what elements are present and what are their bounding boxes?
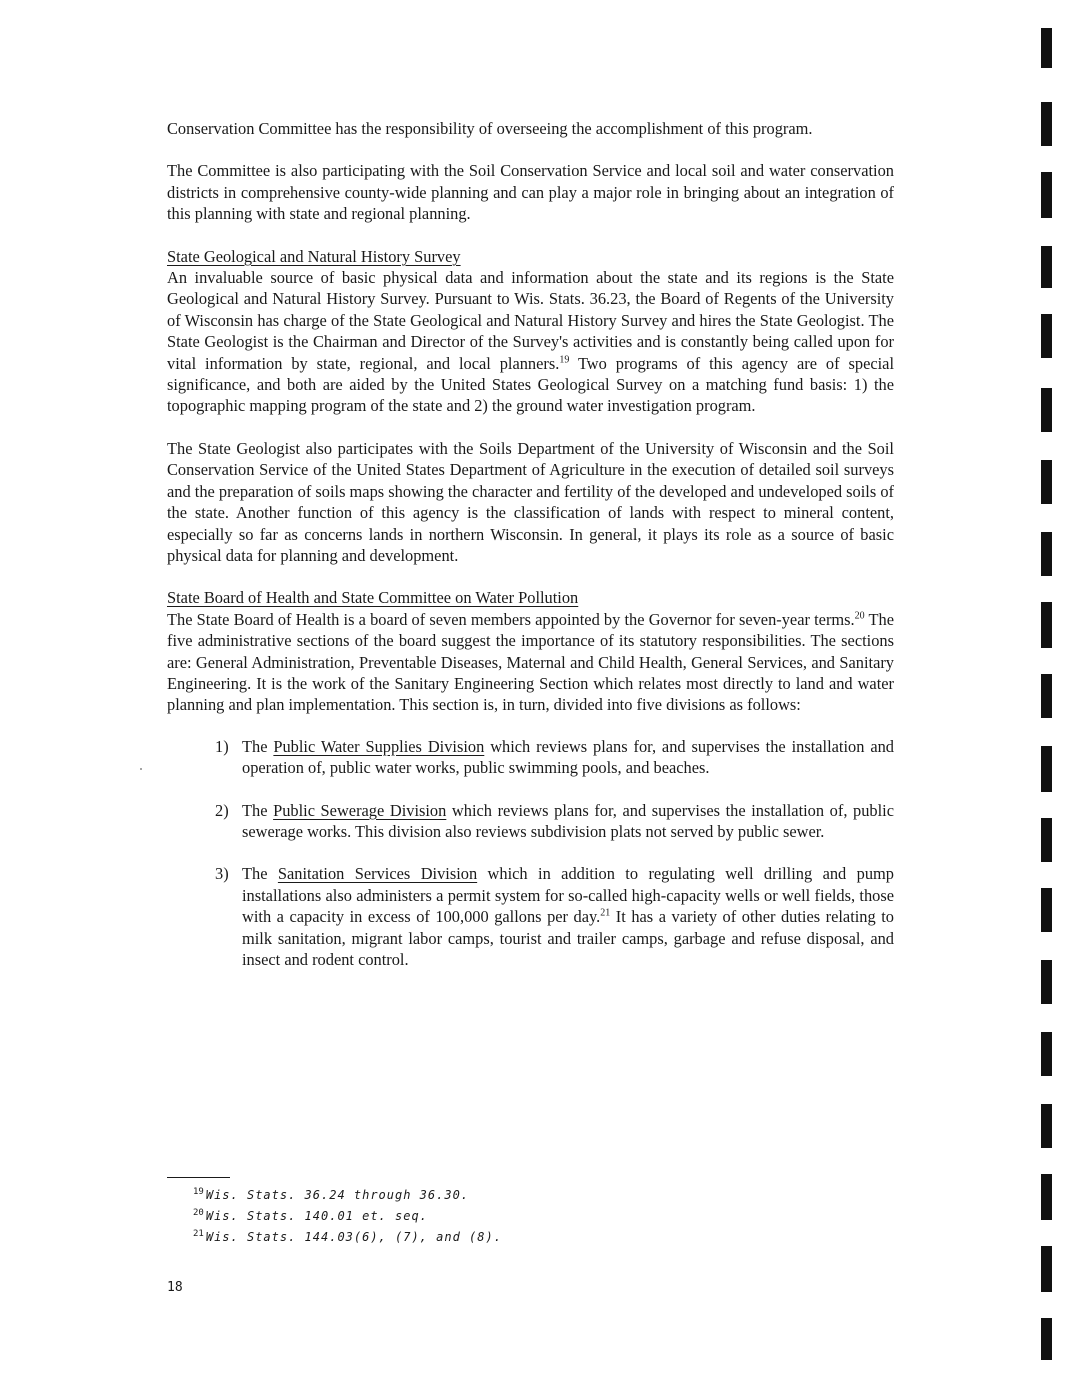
scan-edge-mark <box>1041 246 1052 288</box>
list-text: which reviews plans for, and supervises the installation and operation of, public water works, public swimming pools, and beaches. <box>242 736 894 778</box>
scan-edge-mark <box>1041 1104 1052 1148</box>
list-item <box>215 736 894 779</box>
scan-edge-mark <box>1041 102 1052 146</box>
scan-edge-mark <box>1041 388 1052 432</box>
division-name: Sanitation Services Division <box>277 864 478 884</box>
footnote <box>193 1206 502 1227</box>
scan-edge-mark <box>1041 960 1052 1004</box>
list-text: It has a variety of other duties relating to milk sanitation, migrant labor camps, tourist and trailer camps, garbage and refuse disposal, and insect and rodent control. <box>242 907 894 969</box>
paragraph-text: Two programs of this agency are of special significance, and both are aided by the United States Geological Survey on a matching fund basis: 1) the topographic mapping program of the state and 2) the ground water investigation program. <box>167 353 894 416</box>
footnote-ref: 20 <box>854 610 865 622</box>
footnote-text: Wis. Stats. 144.03(6), (7), and (8). <box>205 1230 502 1244</box>
paragraph-geological-survey <box>167 267 894 417</box>
page-number: 18 <box>167 1280 183 1295</box>
list-text: The <box>242 864 278 884</box>
list-item <box>215 863 894 970</box>
scan-speck <box>140 768 142 770</box>
scan-edge-mark <box>1041 1318 1052 1360</box>
scan-edge-mark <box>1041 172 1052 218</box>
footnote-text: Wis. Stats. 36.24 through 36.30. <box>205 1188 470 1202</box>
scan-edge-mark <box>1041 28 1052 68</box>
footnote-number: 19 <box>193 1187 204 1197</box>
scan-edge-mark <box>1041 314 1052 358</box>
footnote-ref: 19 <box>559 354 570 366</box>
footnote <box>193 1227 502 1248</box>
footnote-number: 20 <box>193 1208 204 1218</box>
list-number: 2) <box>215 800 229 820</box>
footnotes <box>193 1185 502 1248</box>
scan-edge-mark <box>1041 746 1052 792</box>
list-text: The <box>242 736 274 756</box>
scan-edge-mark <box>1041 460 1052 504</box>
section-heading-board-of-health: State Board of Health and State Committee on Water Pollution <box>167 588 579 608</box>
paragraph-text: The five administrative sections of the board suggest the importance of its statutory responsibilities. The sections are: General Administration, Preventable Diseases, Maternal and Child Health, General Services, and Sanitary Engineering. It is the work of the Sanitary Engineering Section which relates most directly to land and water planning and plan implementation. This section is, in turn, divided into five divisions as follows: <box>167 609 894 715</box>
scan-edge-mark <box>1041 1174 1052 1220</box>
scan-edge-mark <box>1041 888 1052 932</box>
paragraph-text: The State Board of Health is a board of seven members appointed by the Governor for seven-year terms. <box>167 609 855 629</box>
section-heading-geological-survey: State Geological and Natural History Survey <box>167 246 461 266</box>
scan-edge-mark <box>1041 674 1052 718</box>
list-number: 1) <box>215 736 229 756</box>
list-text: The <box>242 800 274 820</box>
paragraph-state-geologist: The State Geologist also participates with the Soils Department of the University of Wisconsin and the Soil Conservation Service of the United States Department of Agriculture in the execution of detailed soil surveys and the preparation of soils maps showing the character and fertility of the developed and undeveloped soils of the state. Another function of this agency is the classification of lands with respect to mineral content, especially so far as concerns lands in northern Wisconsin. In general, it plays its role as a source of basic physical data for planning and development. <box>167 438 894 565</box>
scan-edge-mark <box>1041 602 1052 648</box>
scan-edge-mark <box>1041 818 1052 862</box>
list-item <box>215 800 894 843</box>
division-name: Public Water Supplies Division <box>273 736 485 756</box>
footnote-number: 21 <box>193 1229 204 1239</box>
paragraph-committee-participation: The Committee is also participating with the Soil Conservation Service and local soil and water conservation districts in comprehensive county-wide planning and can play a major role in bringing about an integration of this planning with state and regional planning. <box>167 161 894 224</box>
list-text: which in addition to regulating well drilling and pump installations also administers a permit system for so-called high-capacity wells or well fields, those with a capacity in excess of 100,000 gallons per day. <box>242 864 894 927</box>
scan-edge-mark <box>1041 1032 1052 1076</box>
paragraph-committee-overview: Conservation Committee has the responsibility of overseeing the accomplishment of this program. <box>167 119 813 138</box>
paragraph-text: An invaluable source of basic physical data and information about the state and its regions is the State Geological and Natural History Survey. Pursuant to Wis. Stats. 36.23, the Board of Regents of the University of Wisconsin has charge of the State Geological and Natural History Survey and hires the State Geologist. The State Geologist is the Chairman and Director of the Survey's activities and is constantly being called upon for vital information by state, regional, and local planners. <box>167 268 894 373</box>
footnote-text: Wis. Stats. 140.01 et. seq. <box>205 1209 428 1223</box>
footnote-divider <box>167 1177 230 1178</box>
division-name: Public Sewerage Division <box>273 800 447 820</box>
scan-edge-mark <box>1041 532 1052 576</box>
list-text: which reviews plans for, and supervises the installation of, public sewerage works. This division also reviews subdivision plats not served by public sewer. <box>242 800 894 841</box>
divisions-list <box>215 736 894 971</box>
footnote <box>193 1185 502 1206</box>
page-body <box>167 118 894 970</box>
footnote-ref: 21 <box>600 907 611 919</box>
paragraph-board-of-health <box>167 609 894 716</box>
scan-edge-mark <box>1041 1246 1052 1292</box>
list-number: 3) <box>215 864 229 884</box>
